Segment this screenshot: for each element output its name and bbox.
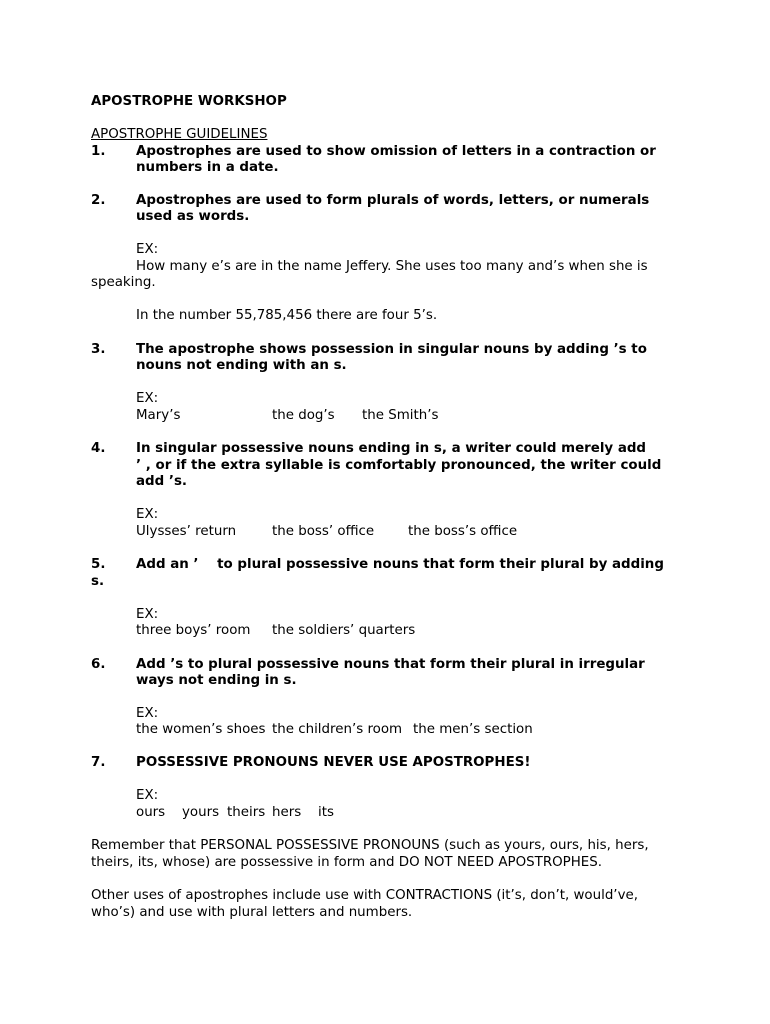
item-text: nouns not ending with an s. [136, 358, 347, 373]
item-number: 6. [91, 657, 106, 672]
example-text: How many e’s are in the name Jeffery. She uses too many and’s when she is [136, 259, 648, 274]
item-text: Add an ’ to plural possessive nouns that form their plural by adding [136, 557, 664, 572]
example-text: three boys’ room [136, 623, 251, 638]
example-text: hers [272, 805, 302, 820]
example-text: its [318, 805, 334, 820]
example-text: yours [182, 805, 220, 820]
other-uses-paragraph: Other uses of apostrophes include use with CONTRACTIONS (it’s, don’t, would’ve, [91, 888, 638, 903]
example-text: the children’s room [272, 722, 403, 737]
item-text: Apostrophes are used to form plurals of words, letters, or numerals [136, 193, 650, 208]
example-text: Mary’s [136, 408, 181, 423]
item-text: ways not ending in s. [136, 673, 297, 688]
item-number: 5. [91, 557, 106, 572]
item-number: 2. [91, 193, 106, 208]
example-text: Ulysses’ return [136, 524, 237, 539]
example-label: EX: [136, 242, 159, 257]
example-label: EX: [136, 607, 159, 622]
item-number: 3. [91, 342, 106, 357]
item-number: 7. [91, 755, 106, 770]
example-text: theirs [227, 805, 266, 820]
example-text: the boss’s office [408, 524, 518, 539]
example-label: EX: [136, 391, 159, 406]
example-text: the Smith’s [362, 408, 439, 423]
item-text: In singular possessive nouns ending in s, a writer could merely add [136, 441, 647, 456]
item-text: s. [91, 574, 105, 589]
example-text: speaking. [91, 275, 156, 290]
other-uses-paragraph: who’s) and use with plural letters and numbers. [91, 905, 413, 920]
item-text: POSSESSIVE PRONOUNS NEVER USE APOSTROPHES! [136, 755, 531, 770]
remember-paragraph: Remember that PERSONAL POSSESSIVE PRONOUNS (such as yours, ours, his, hers, [91, 838, 649, 853]
item-text: The apostrophe shows possession in singular nouns by adding ’s to [136, 342, 647, 357]
item-text: Add ’s to plural possessive nouns that form their plural in irregular [136, 657, 645, 672]
item-text: used as words. [136, 209, 250, 224]
item-text: numbers in a date. [136, 160, 279, 175]
example-label: EX: [136, 788, 159, 803]
example-text: the dog’s [272, 408, 335, 423]
example-text: the boss’ office [272, 524, 375, 539]
item-text: ’ , or if the extra syllable is comfortably pronounced, the writer could [136, 458, 662, 473]
example-text: ours [136, 805, 166, 820]
example-text: In the number 55,785,456 there are four 5’s. [136, 308, 438, 323]
example-label: EX: [136, 507, 159, 522]
example-text: the men’s section [413, 722, 533, 737]
item-number: 4. [91, 441, 106, 456]
example-text: the soldiers’ quarters [272, 623, 416, 638]
item-text: add ’s. [136, 474, 188, 489]
item-number: 1. [91, 144, 106, 159]
document-title: APOSTROPHE WORKSHOP [91, 94, 287, 109]
example-label: EX: [136, 706, 159, 721]
example-text: the women’s shoes [136, 722, 266, 737]
remember-paragraph: theirs, its, whose) are possessive in form and DO NOT NEED APOSTROPHES. [91, 855, 603, 870]
item-text: Apostrophes are used to show omission of letters in a contraction or [136, 144, 656, 159]
section-heading: APOSTROPHE GUIDELINES [91, 127, 268, 142]
